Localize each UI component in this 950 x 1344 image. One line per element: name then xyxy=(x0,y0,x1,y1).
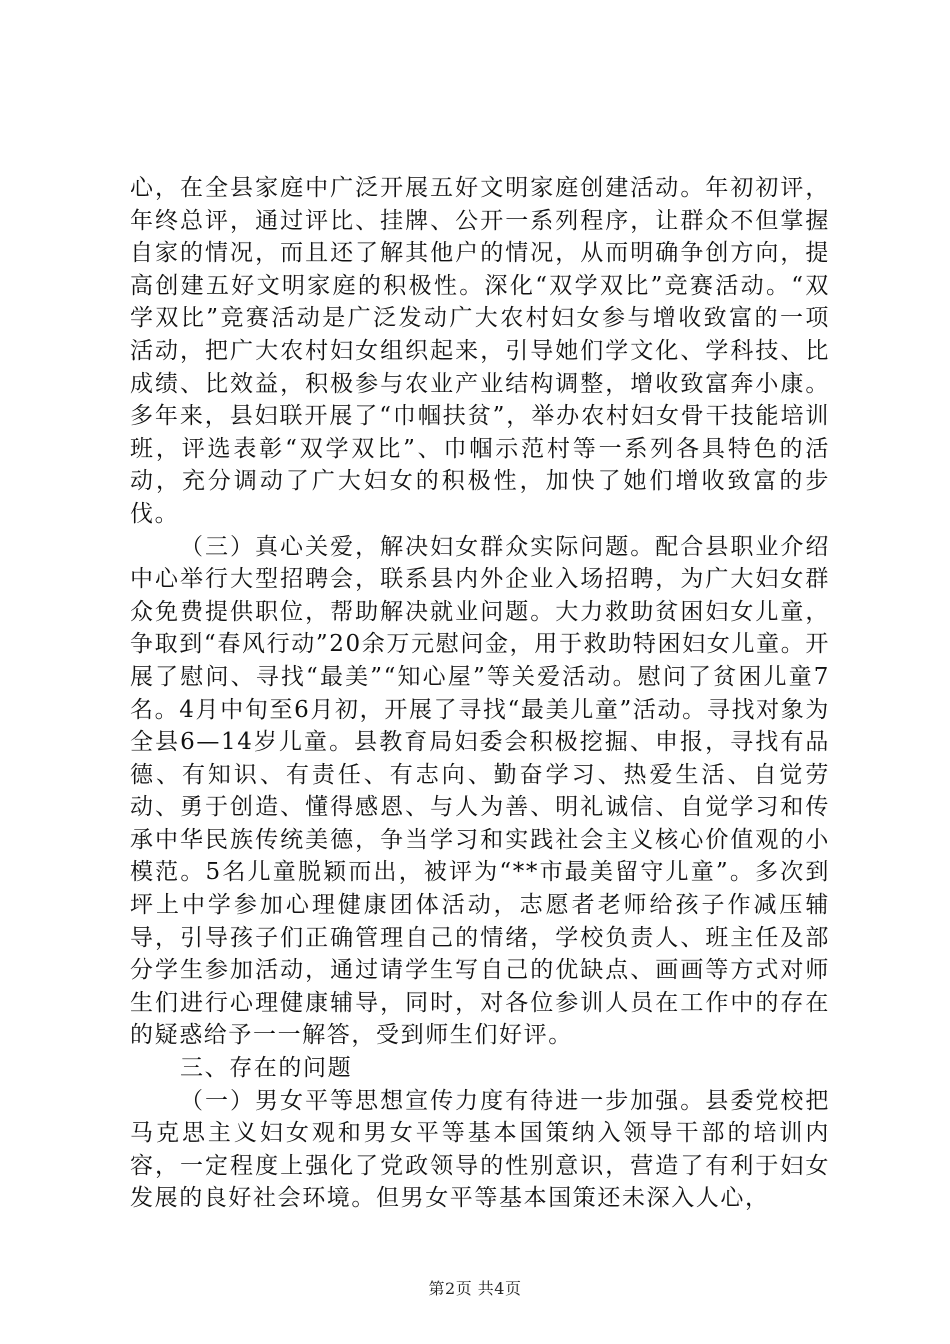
page-footer: 第2页 共4页 xyxy=(428,1279,522,1298)
paragraph-section-three: （三）真心关爱，解决妇女群众实际问题。配合县职业介绍中心举行大型招聘会，联系县内外企业入场招聘，为广大妇女群众免费提供职位，帮助解决就业问题。大力救助贫困妇女儿童，争取到“春风行动”20余万元慰问金，用于救助特困妇女儿童。开展了慰问、寻找“最美”“知心屋”等关爱活动。慰问了贫困儿童7名。4月中旬至6月初，开展了寻找“最美儿童”活动。寻找对象为全县6—14岁儿童。县教育局妇委会积极挖掘、申报，寻找有品德、有知识、有责任、有志向、勤奋学习、热爱生活、自觉劳动、勇于创造、懂得感恩、与人为善、明礼诚信、自觉学习和传承中华民族传统美德，争当学习和实践社会主义核心价值观的小模范。5名儿童脱颖而出，被评为“**市最美留守儿童”。多次到坪上中学参加心理健康团体活动，志愿者老师给孩子作减压辅导，引导孩子们正确管理自己的情绪，学校负责人、班主任及部分学生参加活动，通过请学生写自己的优缺点、画画等方式对师生们进行心理健康辅导，同时，对各位参训人员在工作中的存在的疑惑给予一一解答，受到师生们好评。 xyxy=(130,533,830,1049)
document-body xyxy=(130,172,830,1215)
paragraph-continuation: 心，在全县家庭中广泛开展五好文明家庭创建活动。年初初评，年终总评，通过评比、挂牌、公开一系列程序，让群众不但掌握自家的情况，而且还了解其他户的情况，从而明确争创方向，提高创建五好文明家庭的积极性。深化“双学双比”竞赛活动。“双学双比”竞赛活动是广泛发动广大农村妇女参与增收致富的一项活动，把广大农村妇女组织起来，引导她们学文化、学科技、比成绩、比效益，积极参与农业产业结构调整，增收致富奔小康。多年来，县妇联开展了“巾帼扶贫”，举办农村妇女骨干技能培训班，评选表彰“双学双比”、巾帼示范村等一系列各具特色的活动，充分调动了广大妇女的积极性，加快了她们增收致富的步伐。 xyxy=(130,175,830,527)
paragraph-problem-one: （一）男女平等思想宣传力度有待进一步加强。县委党校把马克思主义妇女观和男女平等基本国策纳入领导干部的培训内容，一定程度上强化了党政领导的性别意识，营造了有利于妇女发展的良好社会环境。但男女平等基本国策还未深入人心， xyxy=(130,1087,830,1212)
section-heading-problems: 三、存在的问题 xyxy=(180,1055,353,1082)
